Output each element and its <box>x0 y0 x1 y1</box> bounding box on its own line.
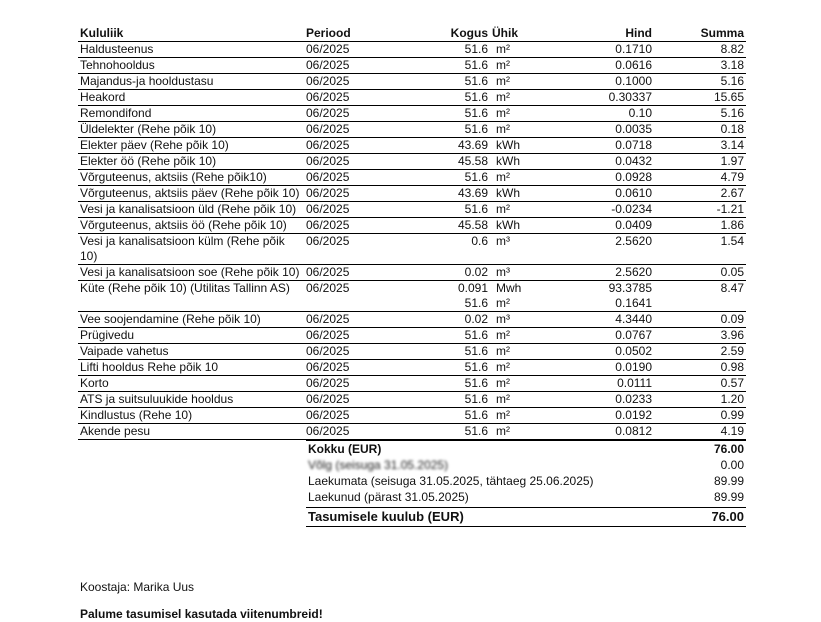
cell-unit: kWh <box>490 218 550 234</box>
cell-qty <box>396 281 490 312</box>
cell-sum: 3.14 <box>654 138 746 154</box>
cell-price: 0.1710 <box>550 42 654 58</box>
total-label: Kokku (EUR) <box>308 442 382 456</box>
cell-period: 06/2025 <box>304 360 396 376</box>
cell-name: Kindlustus (Rehe 10) <box>78 408 304 424</box>
unpaid-label: Laekumata (seisuga 31.05.2025, tähtaeg 25.06.2025) <box>308 474 594 488</box>
col-header-unit: Ühik <box>490 26 550 42</box>
cell-period: 06/2025 <box>304 312 396 328</box>
table-row <box>78 281 746 312</box>
cell-sum: 15.65 <box>654 90 746 106</box>
table-row <box>78 186 746 202</box>
cell-name: Majandus-ja hooldustasu <box>78 74 304 90</box>
cell-unit: m³ <box>490 265 550 281</box>
table-row <box>78 376 746 392</box>
cell-period: 06/2025 <box>304 154 396 170</box>
cell-price: 0.0718 <box>550 138 654 154</box>
cell-name: Võrguteenus, aktsiis (Rehe põik10) <box>78 170 304 186</box>
cell-name: Vee soojendamine (Rehe põik 10) <box>78 312 304 328</box>
table-row <box>78 90 746 106</box>
cell-unit: m² <box>490 90 550 106</box>
received-row <box>306 489 746 505</box>
cell-qty: 51.6 <box>396 74 490 90</box>
table-row <box>78 218 746 234</box>
cell-qty: 45.58 <box>396 154 490 170</box>
cell-qty: 45.58 <box>396 218 490 234</box>
cell-sum: 0.57 <box>654 376 746 392</box>
table-row <box>78 344 746 360</box>
cell-sum: 8.47 <box>654 281 746 312</box>
cell-name: Korto <box>78 376 304 392</box>
received-value: 89.99 <box>713 490 744 504</box>
invoice-document <box>78 26 746 527</box>
cell-qty-line1: 0.091 <box>457 281 488 295</box>
payable-row <box>306 507 746 527</box>
cell-price: 0.0610 <box>550 186 654 202</box>
cell-qty: 0.02 <box>396 312 490 328</box>
cell-unit <box>490 281 550 312</box>
balance-row <box>306 457 746 473</box>
cell-unit: m² <box>490 424 550 440</box>
cell-name: Elekter päev (Rehe põik 10) <box>78 138 304 154</box>
table-row <box>78 328 746 344</box>
cell-period: 06/2025 <box>304 408 396 424</box>
cell-price: 0.0812 <box>550 424 654 440</box>
cell-sum: 0.98 <box>654 360 746 376</box>
cell-unit: m² <box>490 58 550 74</box>
summary-block <box>306 440 746 527</box>
cell-price-line2: 0.1641 <box>615 296 652 310</box>
cell-qty: 51.6 <box>396 170 490 186</box>
cell-unit: m³ <box>490 312 550 328</box>
table-row <box>78 424 746 440</box>
col-header-name: Kululiik <box>78 26 304 42</box>
cell-sum: 2.67 <box>654 186 746 202</box>
cell-sum: 1.97 <box>654 154 746 170</box>
cell-price: 0.1000 <box>550 74 654 90</box>
cell-unit: kWh <box>490 186 550 202</box>
cell-price: 0.0928 <box>550 170 654 186</box>
unpaid-row <box>306 473 746 489</box>
cell-name: Võrguteenus, aktsiis öö (Rehe põik 10) <box>78 218 304 234</box>
cell-sum: 0.09 <box>654 312 746 328</box>
cell-sum: 1.20 <box>654 392 746 408</box>
cell-qty: 51.6 <box>396 58 490 74</box>
cell-name: Vesi ja kanalisatsioon külm (Rehe põik 10) <box>78 234 304 265</box>
table-row <box>78 202 746 218</box>
cell-qty: 51.6 <box>396 122 490 138</box>
cell-period: 06/2025 <box>304 218 396 234</box>
cell-sum: 0.99 <box>654 408 746 424</box>
cell-qty: 51.6 <box>396 392 490 408</box>
table-row <box>78 265 746 281</box>
cell-unit: m² <box>490 122 550 138</box>
cell-period: 06/2025 <box>304 74 396 90</box>
cell-sum: -1.21 <box>654 202 746 218</box>
cell-unit: m³ <box>490 234 550 265</box>
cell-unit: m² <box>490 344 550 360</box>
cell-unit: m² <box>490 408 550 424</box>
cell-price: 0.0035 <box>550 122 654 138</box>
col-header-qty: Kogus <box>396 26 490 42</box>
cell-price <box>550 281 654 312</box>
cell-qty: 51.6 <box>396 202 490 218</box>
cell-name: Heakord <box>78 90 304 106</box>
cell-period: 06/2025 <box>304 328 396 344</box>
cell-period: 06/2025 <box>304 344 396 360</box>
unpaid-value: 89.99 <box>713 474 744 488</box>
cell-qty: 51.6 <box>396 408 490 424</box>
cell-unit: m² <box>490 360 550 376</box>
cell-period: 06/2025 <box>304 90 396 106</box>
table-row <box>78 106 746 122</box>
cell-price: 0.0502 <box>550 344 654 360</box>
col-header-sum: Summa <box>654 26 746 42</box>
cell-period: 06/2025 <box>304 122 396 138</box>
table-row <box>78 58 746 74</box>
cell-unit: m² <box>490 202 550 218</box>
cell-price: 0.0192 <box>550 408 654 424</box>
cell-price: 0.30337 <box>550 90 654 106</box>
col-header-price: Hind <box>550 26 654 42</box>
cell-price: 0.0409 <box>550 218 654 234</box>
cell-price-line1: 93.3785 <box>608 281 652 295</box>
table-row <box>78 234 746 265</box>
cell-unit-line1: Mwh <box>496 281 522 295</box>
cell-sum: 4.79 <box>654 170 746 186</box>
balance-value: 0.00 <box>720 458 744 472</box>
cell-price: 2.5620 <box>550 265 654 281</box>
cell-name: Remondifond <box>78 106 304 122</box>
cell-period: 06/2025 <box>304 106 396 122</box>
cell-sum: 1.54 <box>654 234 746 265</box>
cell-qty: 51.6 <box>396 90 490 106</box>
cell-unit: m² <box>490 106 550 122</box>
table-row <box>78 392 746 408</box>
cell-qty-line2: 51.6 <box>464 296 488 310</box>
cell-unit: m² <box>490 392 550 408</box>
cell-sum: 2.59 <box>654 344 746 360</box>
cell-period: 06/2025 <box>304 265 396 281</box>
cell-name: Küte (Rehe põik 10) (Utilitas Tallinn AS) <box>78 281 304 312</box>
col-header-period: Periood <box>304 26 396 42</box>
cell-price: 0.0233 <box>550 392 654 408</box>
cell-name: Prügivedu <box>78 328 304 344</box>
cell-period: 06/2025 <box>304 170 396 186</box>
cost-table <box>78 26 746 440</box>
cell-name: Vesi ja kanalisatsioon üld (Rehe põik 10) <box>78 202 304 218</box>
cell-name: Haldusteenus <box>78 42 304 58</box>
cell-unit: m² <box>490 42 550 58</box>
cell-name: Võrguteenus, aktsiis päev (Rehe põik 10) <box>78 186 304 202</box>
cell-price: -0.0234 <box>550 202 654 218</box>
cell-price: 0.0616 <box>550 58 654 74</box>
cell-period: 06/2025 <box>304 202 396 218</box>
cell-qty: 51.6 <box>396 328 490 344</box>
cell-qty: 51.6 <box>396 106 490 122</box>
cell-sum: 0.05 <box>654 265 746 281</box>
cell-period: 06/2025 <box>304 424 396 440</box>
table-row <box>78 360 746 376</box>
cell-name: Elekter öö (Rehe põik 10) <box>78 154 304 170</box>
cell-unit: kWh <box>490 154 550 170</box>
cell-qty: 43.69 <box>396 186 490 202</box>
cell-qty: 43.69 <box>396 138 490 154</box>
cell-period: 06/2025 <box>304 42 396 58</box>
cell-name: Üldelekter (Rehe põik 10) <box>78 122 304 138</box>
table-header-row <box>78 26 746 42</box>
total-value: 76.00 <box>713 442 744 456</box>
cell-period: 06/2025 <box>304 138 396 154</box>
cell-unit: kWh <box>490 138 550 154</box>
cell-price: 0.0190 <box>550 360 654 376</box>
cell-price: 0.0432 <box>550 154 654 170</box>
payment-notice: Palume tasumisel kasutada viitenumbreid! <box>80 607 323 621</box>
cell-name: Tehnohooldus <box>78 58 304 74</box>
cell-name: Vesi ja kanalisatsioon soe (Rehe põik 10) <box>78 265 304 281</box>
payable-label: Tasumisele kuulub (EUR) <box>308 509 464 524</box>
cell-sum: 8.82 <box>654 42 746 58</box>
cell-unit-line2: m² <box>496 296 510 310</box>
cell-name: Akende pesu <box>78 424 304 440</box>
author-line: Koostaja: Marika Uus <box>80 580 195 594</box>
table-row <box>78 154 746 170</box>
received-label: Laekunud (pärast 31.05.2025) <box>308 490 469 504</box>
cell-sum: 4.19 <box>654 424 746 440</box>
cell-qty: 51.6 <box>396 424 490 440</box>
cell-qty: 0.6 <box>396 234 490 265</box>
cell-period: 06/2025 <box>304 281 396 312</box>
table-row <box>78 42 746 58</box>
cell-price: 2.5620 <box>550 234 654 265</box>
cell-price: 4.3440 <box>550 312 654 328</box>
total-row <box>306 440 746 457</box>
cell-qty: 0.02 <box>396 265 490 281</box>
cell-unit: m² <box>490 170 550 186</box>
cell-price: 0.0111 <box>550 376 654 392</box>
table-row <box>78 74 746 90</box>
cell-unit: m² <box>490 376 550 392</box>
cell-sum: 0.18 <box>654 122 746 138</box>
cell-qty: 51.6 <box>396 376 490 392</box>
cell-name: ATS ja suitsuluukide hooldus <box>78 392 304 408</box>
cell-price: 0.10 <box>550 106 654 122</box>
cell-qty: 51.6 <box>396 360 490 376</box>
payable-value: 76.00 <box>711 509 744 524</box>
balance-label: Võlg (seisuga 31.05.2025) <box>308 458 449 472</box>
cell-period: 06/2025 <box>304 234 396 265</box>
cell-sum: 3.18 <box>654 58 746 74</box>
cell-sum: 5.16 <box>654 74 746 90</box>
cell-unit: m² <box>490 328 550 344</box>
cell-period: 06/2025 <box>304 58 396 74</box>
cell-name: Vaipade vahetus <box>78 344 304 360</box>
cell-sum: 5.16 <box>654 106 746 122</box>
cell-period: 06/2025 <box>304 186 396 202</box>
cell-sum: 3.96 <box>654 328 746 344</box>
footer <box>80 580 194 594</box>
cell-period: 06/2025 <box>304 392 396 408</box>
table-row <box>78 170 746 186</box>
cell-sum: 1.86 <box>654 218 746 234</box>
table-row <box>78 312 746 328</box>
table-row <box>78 138 746 154</box>
cell-qty: 51.6 <box>396 344 490 360</box>
cell-unit: m² <box>490 74 550 90</box>
cell-name: Lifti hooldus Rehe põik 10 <box>78 360 304 376</box>
cell-period: 06/2025 <box>304 376 396 392</box>
cell-price: 0.0767 <box>550 328 654 344</box>
table-row <box>78 122 746 138</box>
table-row <box>78 408 746 424</box>
cell-qty: 51.6 <box>396 42 490 58</box>
